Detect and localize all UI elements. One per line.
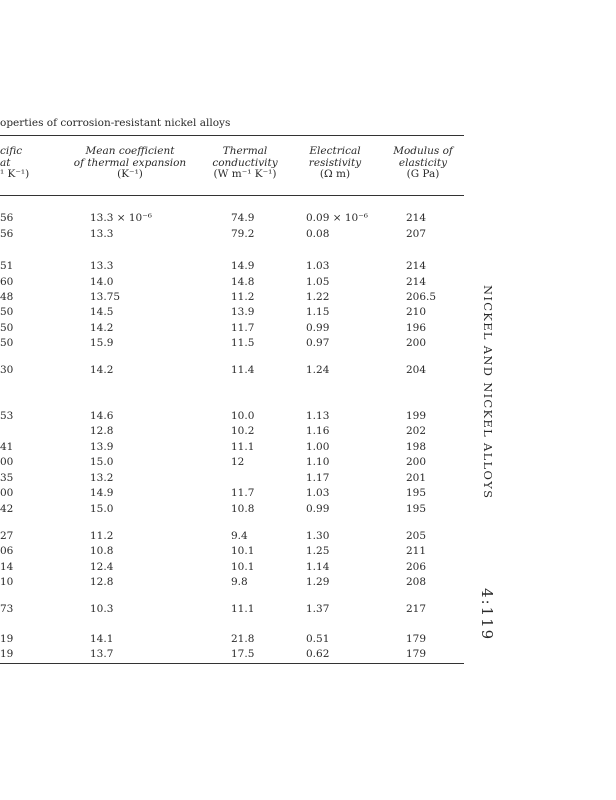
- cell-expansion: 15.9: [90, 337, 114, 349]
- cell-expansion: 14.6: [90, 410, 114, 422]
- cell-specific-heat: 41: [0, 441, 14, 453]
- cell-specific-heat: 19: [0, 633, 14, 645]
- cell-conductivity: 17.5: [231, 648, 255, 660]
- cell-modulus: 214: [406, 276, 427, 288]
- header-conductivity-unit: (W m⁻¹ K⁻¹): [213, 168, 277, 180]
- cell-conductivity: 10.1: [231, 545, 255, 557]
- cell-resistivity: 0.08: [306, 228, 330, 240]
- cell-resistivity: 0.09 × 10⁻⁶: [306, 212, 368, 224]
- cell-expansion: 10.8: [90, 545, 114, 557]
- cell-conductivity: 14.8: [231, 276, 255, 288]
- header-expansion-line1: Mean coefficient: [85, 145, 175, 157]
- cell-modulus: 206: [406, 561, 427, 573]
- cell-expansion: 14.2: [90, 322, 114, 334]
- cell-resistivity: 1.15: [306, 306, 330, 318]
- cell-resistivity: 1.03: [306, 487, 330, 499]
- cell-conductivity: 21.8: [231, 633, 255, 645]
- cell-resistivity: 0.99: [306, 503, 330, 515]
- header-resistivity-unit: (Ω m): [319, 168, 351, 180]
- cell-conductivity: 10.0: [231, 410, 255, 422]
- header-modulus-line1: Modulus of: [393, 145, 453, 157]
- cell-conductivity: 10.2: [231, 425, 255, 437]
- cell-specific-heat: 10: [0, 576, 14, 588]
- header-conductivity: [200, 146, 290, 181]
- header-conductivity-line1: Thermal: [222, 145, 268, 157]
- header-specific-heat-line1: cific: [0, 145, 23, 157]
- header-resistivity-line1: Electrical: [309, 145, 361, 157]
- cell-modulus: 179: [406, 633, 427, 645]
- cell-expansion: 14.0: [90, 276, 114, 288]
- cell-expansion: 15.0: [90, 456, 114, 468]
- cell-resistivity: 1.03: [306, 260, 330, 272]
- cell-modulus: 195: [406, 503, 427, 515]
- page-number: 4:119: [478, 588, 496, 642]
- cell-conductivity: 11.2: [231, 291, 255, 303]
- header-resistivity-line2: resistivity: [308, 156, 362, 169]
- cell-modulus: 204: [406, 364, 427, 376]
- cell-expansion: 13.75: [90, 291, 121, 303]
- cell-resistivity: 0.99: [306, 322, 330, 334]
- cell-resistivity: 1.13: [306, 410, 330, 422]
- cell-resistivity: 1.17: [306, 472, 330, 484]
- header-specific-heat: [0, 146, 29, 181]
- cell-specific-heat: 53: [0, 410, 14, 422]
- cell-modulus: 210: [406, 306, 427, 318]
- cell-expansion: 10.3: [90, 603, 114, 615]
- header-modulus-unit: (G Pa): [406, 168, 440, 180]
- cell-specific-heat: 35: [0, 472, 14, 484]
- cell-modulus: 214: [406, 212, 427, 224]
- cell-resistivity: 1.37: [306, 603, 330, 615]
- cell-specific-heat: 50: [0, 322, 14, 334]
- cell-modulus: 214: [406, 260, 427, 272]
- cell-modulus: 207: [406, 228, 427, 240]
- header-modulus: [388, 146, 458, 181]
- cell-conductivity: 13.9: [231, 306, 255, 318]
- cell-resistivity: 1.25: [306, 545, 330, 557]
- cell-conductivity: 79.2: [231, 228, 255, 240]
- cell-modulus: 211: [406, 545, 427, 557]
- cell-conductivity: 9.8: [231, 576, 248, 588]
- cell-expansion: 12.4: [90, 561, 114, 573]
- cell-specific-heat: 56: [0, 212, 14, 224]
- cell-conductivity: 11.1: [231, 603, 255, 615]
- header-expansion-line2: of thermal expansion: [73, 156, 187, 169]
- cell-resistivity: 1.16: [306, 425, 330, 437]
- cell-conductivity: 11.5: [231, 337, 255, 349]
- cell-expansion: 13.7: [90, 648, 114, 660]
- cell-modulus: 199: [406, 410, 427, 422]
- cell-conductivity: 11.4: [231, 364, 255, 376]
- header-resistivity: [300, 146, 370, 181]
- cell-specific-heat: 00: [0, 456, 14, 468]
- cell-modulus: 202: [406, 425, 427, 437]
- cell-expansion: 13.9: [90, 441, 114, 453]
- header-specific-heat-line2: at: [0, 156, 11, 169]
- cell-expansion: 15.0: [90, 503, 114, 515]
- cell-modulus: 205: [406, 530, 427, 542]
- cell-specific-heat: 30: [0, 364, 14, 376]
- cell-expansion: 13.3: [90, 228, 114, 240]
- cell-modulus: 217: [406, 603, 427, 615]
- cell-modulus: 206.5: [406, 291, 437, 303]
- header-modulus-line2: elasticity: [398, 156, 448, 169]
- cell-conductivity: 74.9: [231, 212, 255, 224]
- cell-resistivity: 1.24: [306, 364, 330, 376]
- top-rule: [0, 135, 464, 136]
- cell-conductivity: 10.8: [231, 503, 255, 515]
- running-title: NICKEL AND NICKEL ALLOYS: [481, 285, 495, 500]
- cell-specific-heat: 73: [0, 603, 14, 615]
- cell-specific-heat: 56: [0, 228, 14, 240]
- header-rule: [0, 195, 464, 196]
- cell-resistivity: 1.00: [306, 441, 330, 453]
- cell-specific-heat: 51: [0, 260, 14, 272]
- cell-expansion: 14.1: [90, 633, 114, 645]
- cell-expansion: 12.8: [90, 425, 114, 437]
- header-expansion-unit: (K⁻¹): [117, 168, 143, 180]
- cell-modulus: 208: [406, 576, 427, 588]
- cell-resistivity: 1.30: [306, 530, 330, 542]
- cell-modulus: 195: [406, 487, 427, 499]
- header-conductivity-line2: conductivity: [212, 156, 278, 169]
- cell-modulus: 200: [406, 456, 427, 468]
- cell-expansion: 13.2: [90, 472, 114, 484]
- cell-conductivity: 11.7: [231, 487, 255, 499]
- cell-specific-heat: 50: [0, 306, 14, 318]
- cell-expansion: 13.3 × 10⁻⁶: [90, 212, 152, 224]
- cell-modulus: 179: [406, 648, 427, 660]
- cell-specific-heat: 50: [0, 337, 14, 349]
- cell-specific-heat: 42: [0, 503, 14, 515]
- cell-specific-heat: 00: [0, 487, 14, 499]
- cell-resistivity: 0.97: [306, 337, 330, 349]
- cell-expansion: 12.8: [90, 576, 114, 588]
- header-expansion: [70, 146, 190, 181]
- cell-expansion: 13.3: [90, 260, 114, 272]
- cell-conductivity: 11.1: [231, 441, 255, 453]
- cell-expansion: 11.2: [90, 530, 114, 542]
- cell-specific-heat: 06: [0, 545, 14, 557]
- cell-specific-heat: 27: [0, 530, 14, 542]
- cell-expansion: 14.5: [90, 306, 114, 318]
- cell-conductivity: 10.1: [231, 561, 255, 573]
- table-caption: operties of corrosion-resistant nickel alloys: [0, 117, 231, 129]
- cell-modulus: 196: [406, 322, 427, 334]
- bottom-rule: [0, 663, 464, 664]
- cell-conductivity: 9.4: [231, 530, 248, 542]
- cell-resistivity: 1.10: [306, 456, 330, 468]
- cell-resistivity: 1.29: [306, 576, 330, 588]
- cell-expansion: 14.2: [90, 364, 114, 376]
- cell-conductivity: 14.9: [231, 260, 255, 272]
- cell-specific-heat: 60: [0, 276, 14, 288]
- cell-modulus: 201: [406, 472, 427, 484]
- cell-conductivity: 11.7: [231, 322, 255, 334]
- cell-modulus: 198: [406, 441, 427, 453]
- cell-modulus: 200: [406, 337, 427, 349]
- cell-specific-heat: 19: [0, 648, 14, 660]
- cell-expansion: 14.9: [90, 487, 114, 499]
- cell-resistivity: 0.51: [306, 633, 330, 645]
- cell-resistivity: 0.62: [306, 648, 330, 660]
- cell-resistivity: 1.14: [306, 561, 330, 573]
- cell-resistivity: 1.05: [306, 276, 330, 288]
- cell-conductivity: 12: [231, 456, 245, 468]
- cell-specific-heat: 14: [0, 561, 14, 573]
- header-specific-heat-unit: ¹ K⁻¹): [0, 168, 30, 180]
- cell-specific-heat: 48: [0, 291, 14, 303]
- cell-resistivity: 1.22: [306, 291, 330, 303]
